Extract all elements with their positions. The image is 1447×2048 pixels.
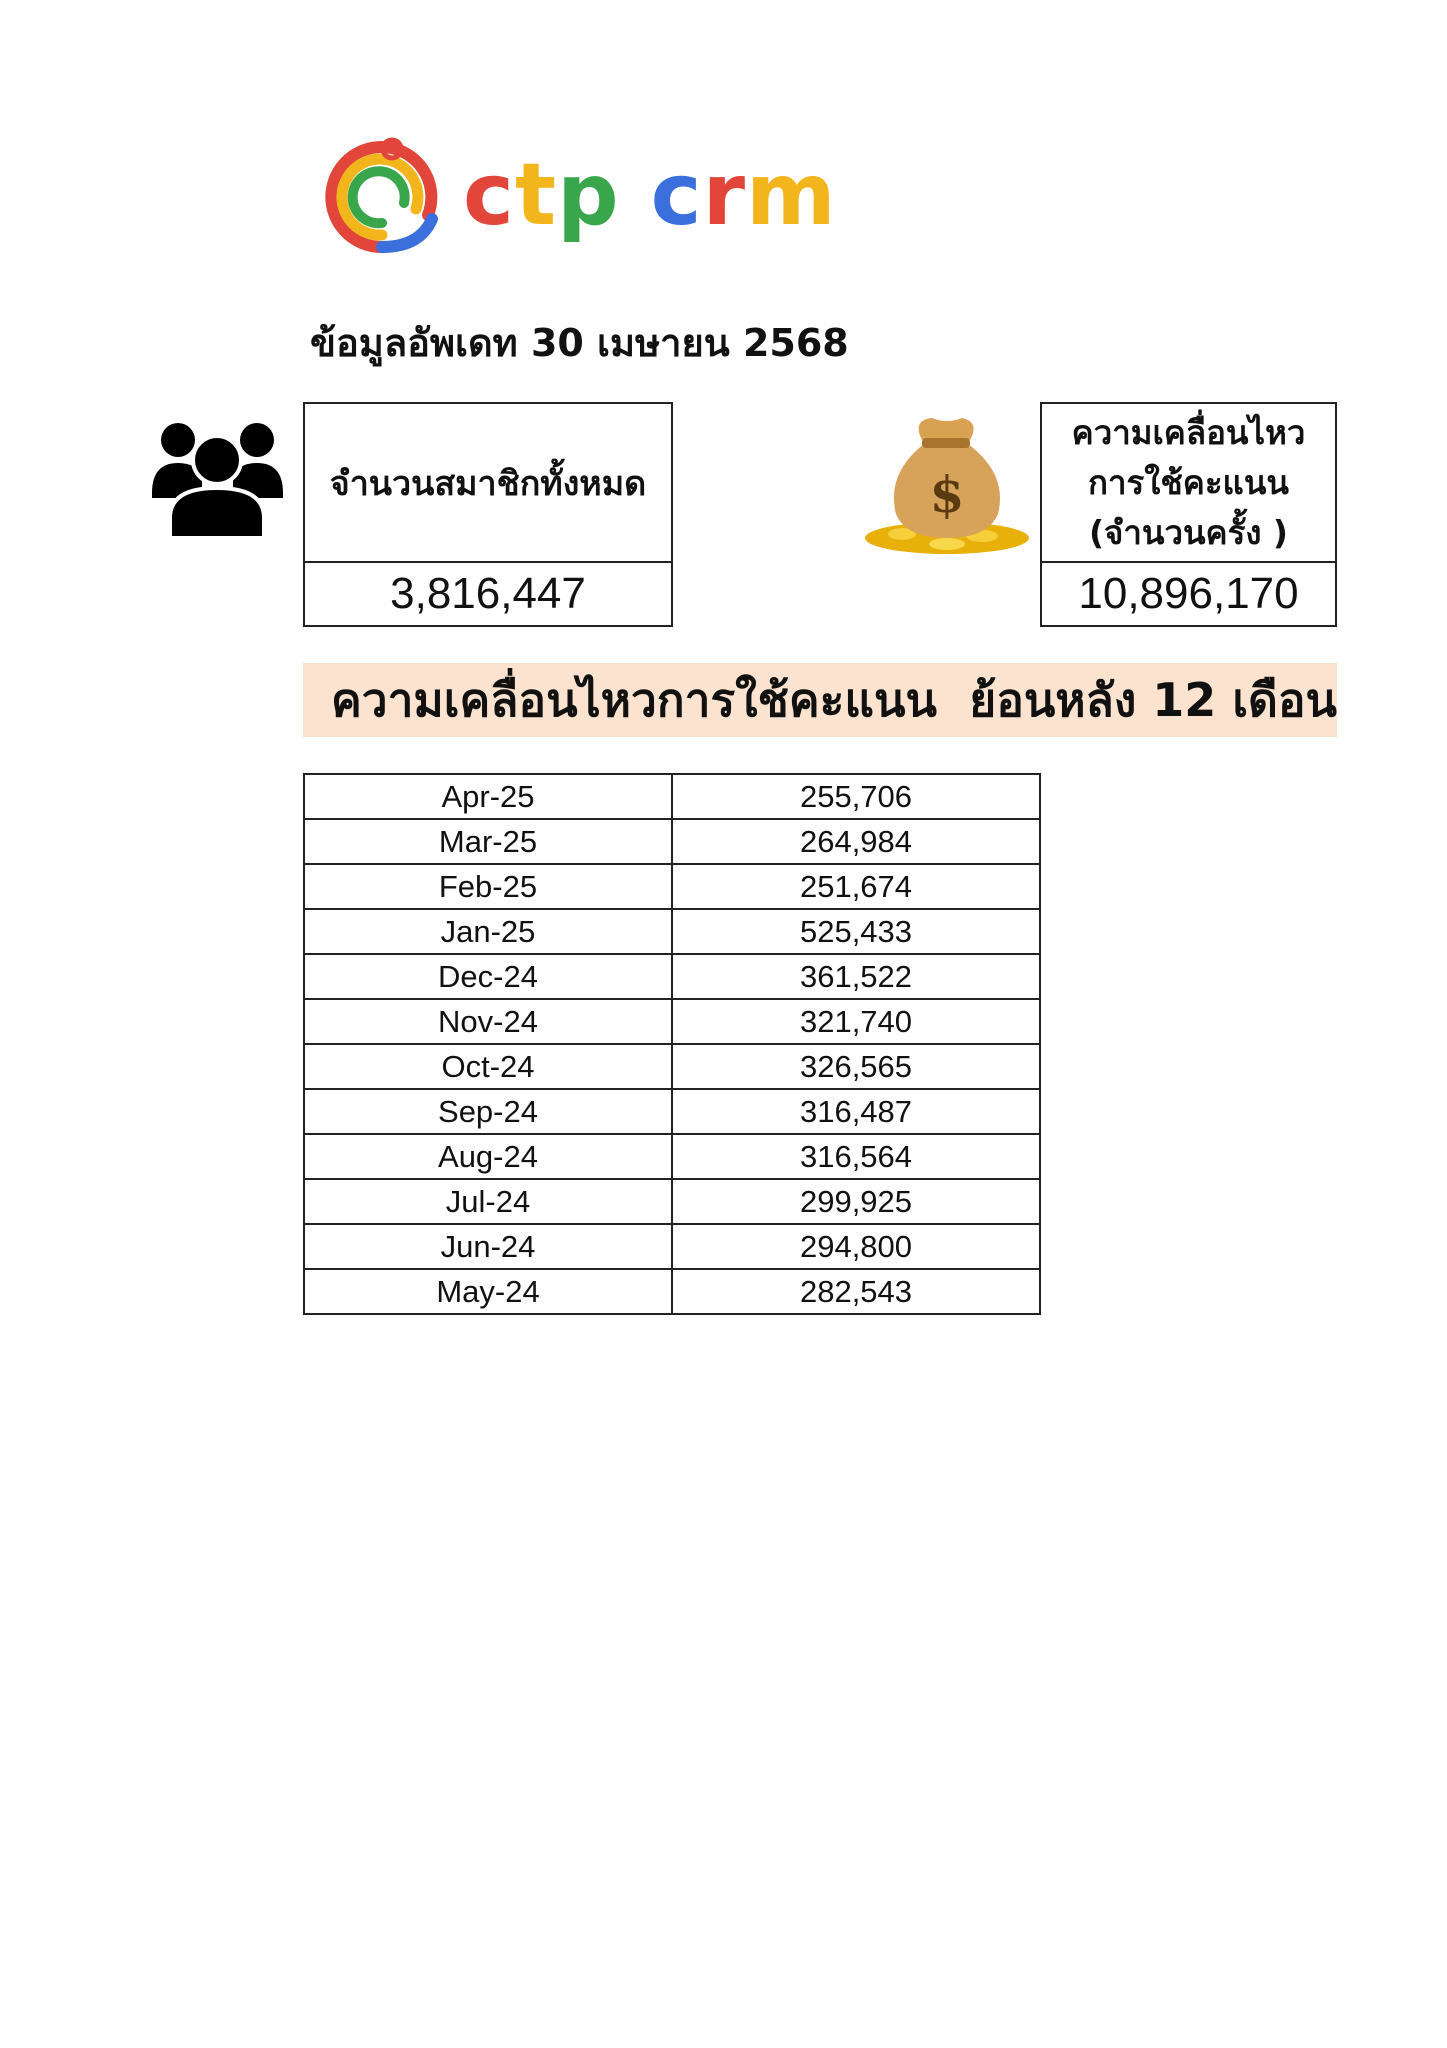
month-cell: Nov-24 <box>304 999 672 1044</box>
money-bag-icon <box>862 410 1032 558</box>
total-members-value: 3,816,447 <box>303 561 673 627</box>
table-row <box>304 864 1040 909</box>
month-cell: Mar-25 <box>304 819 672 864</box>
month-cell: Feb-25 <box>304 864 672 909</box>
value-cell: 251,674 <box>672 864 1040 909</box>
value-cell: 294,800 <box>672 1224 1040 1269</box>
table-row <box>304 774 1040 819</box>
month-cell: Jul-24 <box>304 1179 672 1224</box>
points-label-line: ความเคลื่อนไหว <box>1071 412 1306 452</box>
logo-text: ctp crm <box>463 145 837 245</box>
month-cell: Apr-25 <box>304 774 672 819</box>
value-cell: 255,706 <box>672 774 1040 819</box>
section-banner <box>303 663 1337 737</box>
table-row <box>304 1089 1040 1134</box>
banner-title: ความเคลื่อนไหวการใช้คะแนน <box>331 672 937 727</box>
month-cell: Jan-25 <box>304 909 672 954</box>
total-members-label: จำนวนสมาชิกทั้งหมด <box>303 402 673 563</box>
value-cell: 316,487 <box>672 1089 1040 1134</box>
month-cell: May-24 <box>304 1269 672 1314</box>
value-cell: 299,925 <box>672 1179 1040 1224</box>
table-row <box>304 1269 1040 1314</box>
month-cell: Jun-24 <box>304 1224 672 1269</box>
ctp-logo-icon <box>320 135 445 260</box>
value-cell: 316,564 <box>672 1134 1040 1179</box>
value-cell: 282,543 <box>672 1269 1040 1314</box>
value-cell: 264,984 <box>672 819 1040 864</box>
month-cell: Sep-24 <box>304 1089 672 1134</box>
table-row <box>304 999 1040 1044</box>
table-row <box>304 1224 1040 1269</box>
table-row <box>304 1134 1040 1179</box>
table-row <box>304 1179 1040 1224</box>
update-date-text: ข้อมูลอัพเดท 30 เมษายน 2568 <box>310 321 849 365</box>
table-row <box>304 1044 1040 1089</box>
points-label-line: (จำนวนครั้ง ) <box>1088 512 1289 552</box>
table-row <box>304 819 1040 864</box>
monthly-points-table <box>303 773 1041 1315</box>
points-label-line: การใช้คะแนน <box>1088 462 1289 502</box>
value-cell: 361,522 <box>672 954 1040 999</box>
table-row <box>304 954 1040 999</box>
month-cell: Oct-24 <box>304 1044 672 1089</box>
table-row <box>304 909 1040 954</box>
value-cell: 321,740 <box>672 999 1040 1044</box>
ctp-crm-logo <box>320 135 837 265</box>
month-cell: Dec-24 <box>304 954 672 999</box>
points-movement-label <box>1040 402 1337 563</box>
month-cell: Aug-24 <box>304 1134 672 1179</box>
svg-text:$: $ <box>929 465 965 524</box>
points-movement-value: 10,896,170 <box>1040 561 1337 627</box>
banner-period: ย้อนหลัง 12 เดือน <box>969 672 1337 727</box>
value-cell: 525,433 <box>672 909 1040 954</box>
value-cell: 326,565 <box>672 1044 1040 1089</box>
people-icon <box>150 418 285 540</box>
